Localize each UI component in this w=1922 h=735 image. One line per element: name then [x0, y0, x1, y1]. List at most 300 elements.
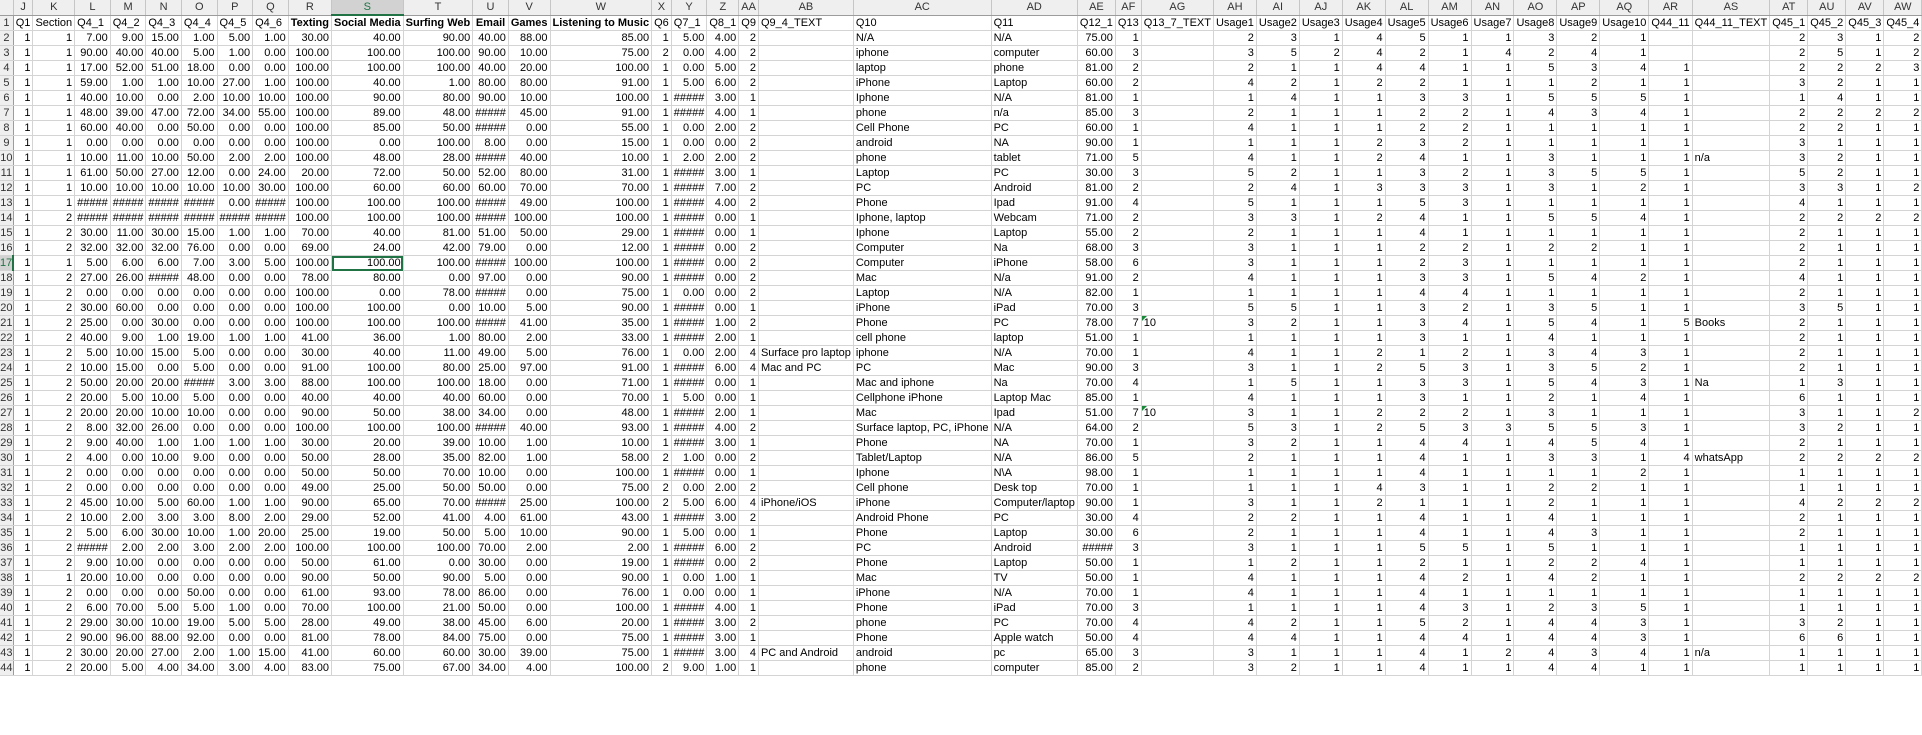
- cell-ad33[interactable]: Computer/laptop: [991, 496, 1077, 511]
- cell-w26[interactable]: 70.00: [550, 391, 652, 406]
- cell-t30[interactable]: 35.00: [403, 451, 473, 466]
- cell-ap6[interactable]: 5: [1557, 91, 1600, 106]
- cell-l32[interactable]: 0.00: [75, 481, 111, 496]
- cell-av20[interactable]: 1: [1846, 301, 1884, 316]
- cell-s4[interactable]: 100.00: [332, 61, 404, 76]
- cell-v3[interactable]: 10.00: [508, 46, 550, 61]
- column-header-x[interactable]: X: [652, 0, 672, 15]
- cell-m17[interactable]: 6.00: [110, 256, 146, 271]
- cell-k12[interactable]: 1: [33, 181, 75, 196]
- cell-o34[interactable]: 3.00: [181, 511, 217, 526]
- cell-m41[interactable]: 30.00: [110, 616, 146, 631]
- cell-aq26[interactable]: 4: [1600, 391, 1649, 406]
- cell-al17[interactable]: 2: [1385, 256, 1428, 271]
- cell-q28[interactable]: 0.00: [253, 421, 289, 436]
- cell-ao8[interactable]: 1: [1514, 121, 1557, 136]
- cell-ai34[interactable]: 2: [1256, 511, 1299, 526]
- column-header-av[interactable]: AV: [1846, 0, 1884, 15]
- cell-av16[interactable]: 1: [1846, 241, 1884, 256]
- cell-ao36[interactable]: 5: [1514, 541, 1557, 556]
- cell-r7[interactable]: 100.00: [288, 106, 331, 121]
- cell-ah9[interactable]: 1: [1213, 136, 1256, 151]
- cell-aa44[interactable]: 1: [739, 661, 759, 676]
- cell-at42[interactable]: 6: [1770, 631, 1808, 646]
- cell-am38[interactable]: 2: [1428, 571, 1471, 586]
- select-all-corner[interactable]: [0, 0, 13, 15]
- cell-p24[interactable]: 0.00: [217, 361, 253, 376]
- cell-ag25[interactable]: [1141, 376, 1213, 391]
- cell-ak8[interactable]: 1: [1342, 121, 1385, 136]
- cell-z11[interactable]: 3.00: [707, 166, 739, 181]
- cell-w32[interactable]: 75.00: [550, 481, 652, 496]
- cell-ao42[interactable]: 4: [1514, 631, 1557, 646]
- column-header-q[interactable]: Q: [253, 0, 289, 15]
- cell-p10[interactable]: 2.00: [217, 151, 253, 166]
- cell-as23[interactable]: [1692, 346, 1770, 361]
- column-header-o[interactable]: O: [181, 0, 217, 15]
- cell-z17[interactable]: 0.00: [707, 256, 739, 271]
- cell-j18[interactable]: 1: [13, 271, 33, 286]
- cell-al4[interactable]: 4: [1385, 61, 1428, 76]
- cell-at41[interactable]: 3: [1770, 616, 1808, 631]
- cell-t41[interactable]: 38.00: [403, 616, 473, 631]
- cell-r26[interactable]: 40.00: [288, 391, 331, 406]
- cell-p34[interactable]: 8.00: [217, 511, 253, 526]
- cell-q7[interactable]: 55.00: [253, 106, 289, 121]
- cell-aj36[interactable]: 1: [1299, 541, 1342, 556]
- cell-t6[interactable]: 80.00: [403, 91, 473, 106]
- cell-ac17[interactable]: Computer: [853, 256, 991, 271]
- cell-ad40[interactable]: iPad: [991, 601, 1077, 616]
- cell-at35[interactable]: 2: [1770, 526, 1808, 541]
- cell-au19[interactable]: 1: [1808, 286, 1846, 301]
- cell-ai10[interactable]: 1: [1256, 151, 1299, 166]
- cell-w9[interactable]: 15.00: [550, 136, 652, 151]
- cell-u36[interactable]: 70.00: [473, 541, 509, 556]
- cell-o1[interactable]: Q4_4: [181, 15, 217, 31]
- cell-ar33[interactable]: 1: [1649, 496, 1692, 511]
- cell-v37[interactable]: 0.00: [508, 556, 550, 571]
- cell-w40[interactable]: 100.00: [550, 601, 652, 616]
- cell-ah33[interactable]: 3: [1213, 496, 1256, 511]
- cell-n24[interactable]: 0.00: [146, 361, 182, 376]
- cell-m12[interactable]: 10.00: [110, 181, 146, 196]
- cell-ah10[interactable]: 4: [1213, 151, 1256, 166]
- cell-an26[interactable]: 1: [1471, 391, 1514, 406]
- cell-al13[interactable]: 5: [1385, 196, 1428, 211]
- cell-ag11[interactable]: [1141, 166, 1213, 181]
- cell-al8[interactable]: 2: [1385, 121, 1428, 136]
- cell-ak6[interactable]: 1: [1342, 91, 1385, 106]
- cell-u11[interactable]: 52.00: [473, 166, 509, 181]
- cell-av44[interactable]: 1: [1846, 661, 1884, 676]
- cell-aq42[interactable]: 3: [1600, 631, 1649, 646]
- cell-aw17[interactable]: 1: [1884, 256, 1922, 271]
- cell-o41[interactable]: 19.00: [181, 616, 217, 631]
- cell-j25[interactable]: 1: [13, 376, 33, 391]
- cell-u35[interactable]: 5.00: [473, 526, 509, 541]
- cell-j1[interactable]: Q1: [13, 15, 33, 31]
- cell-o20[interactable]: 0.00: [181, 301, 217, 316]
- cell-z15[interactable]: 0.00: [707, 226, 739, 241]
- cell-af37[interactable]: 1: [1115, 556, 1141, 571]
- cell-j34[interactable]: 1: [13, 511, 33, 526]
- cell-l15[interactable]: 30.00: [75, 226, 111, 241]
- cell-t11[interactable]: 50.00: [403, 166, 473, 181]
- cell-q20[interactable]: 0.00: [253, 301, 289, 316]
- cell-am18[interactable]: 3: [1428, 271, 1471, 286]
- cell-ao31[interactable]: 1: [1514, 466, 1557, 481]
- cell-ab18[interactable]: [758, 271, 853, 286]
- cell-as15[interactable]: [1692, 226, 1770, 241]
- cell-w25[interactable]: 71.00: [550, 376, 652, 391]
- cell-ad32[interactable]: Desk top: [991, 481, 1077, 496]
- cell-ai17[interactable]: 1: [1256, 256, 1299, 271]
- cell-at29[interactable]: 2: [1770, 436, 1808, 451]
- column-header-ap[interactable]: AP: [1557, 0, 1600, 15]
- cell-al36[interactable]: 5: [1385, 541, 1428, 556]
- cell-n17[interactable]: 6.00: [146, 256, 182, 271]
- cell-ad11[interactable]: PC: [991, 166, 1077, 181]
- cell-ag14[interactable]: [1141, 211, 1213, 226]
- cell-ag5[interactable]: [1141, 76, 1213, 91]
- cell-ar13[interactable]: 1: [1649, 196, 1692, 211]
- cell-as1[interactable]: Q44_11_TEXT: [1692, 15, 1770, 31]
- cell-k5[interactable]: 1: [33, 76, 75, 91]
- cell-al9[interactable]: 3: [1385, 136, 1428, 151]
- cell-af21[interactable]: 7: [1115, 316, 1141, 331]
- cell-av8[interactable]: 1: [1846, 121, 1884, 136]
- cell-x2[interactable]: 1: [652, 31, 672, 46]
- cell-k17[interactable]: 1: [33, 256, 75, 271]
- cell-j10[interactable]: 1: [13, 151, 33, 166]
- cell-w42[interactable]: 75.00: [550, 631, 652, 646]
- cell-ak2[interactable]: 4: [1342, 31, 1385, 46]
- cell-t22[interactable]: 1.00: [403, 331, 473, 346]
- cell-as26[interactable]: [1692, 391, 1770, 406]
- cell-x26[interactable]: 1: [652, 391, 672, 406]
- cell-ak41[interactable]: 1: [1342, 616, 1385, 631]
- cell-w13[interactable]: 100.00: [550, 196, 652, 211]
- cell-ak9[interactable]: 2: [1342, 136, 1385, 151]
- cell-n43[interactable]: 27.00: [146, 646, 182, 661]
- cell-ai19[interactable]: 1: [1256, 286, 1299, 301]
- cell-ak3[interactable]: 4: [1342, 46, 1385, 61]
- cell-k28[interactable]: 2: [33, 421, 75, 436]
- cell-u29[interactable]: 10.00: [473, 436, 509, 451]
- cell-ao18[interactable]: 5: [1514, 271, 1557, 286]
- cell-s29[interactable]: 20.00: [332, 436, 404, 451]
- cell-t33[interactable]: 70.00: [403, 496, 473, 511]
- cell-q30[interactable]: 0.00: [253, 451, 289, 466]
- cell-an33[interactable]: 1: [1471, 496, 1514, 511]
- cell-p41[interactable]: 5.00: [217, 616, 253, 631]
- cell-s8[interactable]: 85.00: [332, 121, 404, 136]
- cell-m10[interactable]: 11.00: [110, 151, 146, 166]
- cell-as34[interactable]: [1692, 511, 1770, 526]
- cell-ad12[interactable]: Android: [991, 181, 1077, 196]
- cell-r4[interactable]: 100.00: [288, 61, 331, 76]
- cell-ac29[interactable]: Phone: [853, 436, 991, 451]
- cell-y10[interactable]: 2.00: [671, 151, 707, 166]
- cell-y34[interactable]: #####: [671, 511, 707, 526]
- cell-am34[interactable]: 1: [1428, 511, 1471, 526]
- cell-o6[interactable]: 2.00: [181, 91, 217, 106]
- cell-o40[interactable]: 5.00: [181, 601, 217, 616]
- cell-v17[interactable]: 100.00: [508, 256, 550, 271]
- cell-an40[interactable]: 1: [1471, 601, 1514, 616]
- cell-k23[interactable]: 2: [33, 346, 75, 361]
- cell-s16[interactable]: 24.00: [332, 241, 404, 256]
- cell-ar44[interactable]: 1: [1649, 661, 1692, 676]
- cell-ab4[interactable]: [758, 61, 853, 76]
- cell-aw26[interactable]: 1: [1884, 391, 1922, 406]
- cell-au23[interactable]: 1: [1808, 346, 1846, 361]
- cell-w37[interactable]: 19.00: [550, 556, 652, 571]
- cell-ag28[interactable]: [1141, 421, 1213, 436]
- cell-ai38[interactable]: 1: [1256, 571, 1299, 586]
- cell-ad35[interactable]: Laptop: [991, 526, 1077, 541]
- cell-ao30[interactable]: 3: [1514, 451, 1557, 466]
- cell-l1[interactable]: Q4_1: [75, 15, 111, 31]
- cell-o4[interactable]: 18.00: [181, 61, 217, 76]
- cell-an13[interactable]: 1: [1471, 196, 1514, 211]
- cell-x32[interactable]: 2: [652, 481, 672, 496]
- cell-ao43[interactable]: 4: [1514, 646, 1557, 661]
- cell-t29[interactable]: 39.00: [403, 436, 473, 451]
- cell-t36[interactable]: 100.00: [403, 541, 473, 556]
- cell-ad14[interactable]: Webcam: [991, 211, 1077, 226]
- cell-s15[interactable]: 40.00: [332, 226, 404, 241]
- cell-as21[interactable]: Books: [1692, 316, 1770, 331]
- cell-l11[interactable]: 61.00: [75, 166, 111, 181]
- cell-af28[interactable]: 2: [1115, 421, 1141, 436]
- cell-j32[interactable]: 1: [13, 481, 33, 496]
- cell-x27[interactable]: 1: [652, 406, 672, 421]
- cell-m8[interactable]: 40.00: [110, 121, 146, 136]
- cell-am29[interactable]: 4: [1428, 436, 1471, 451]
- cell-k15[interactable]: 2: [33, 226, 75, 241]
- cell-af35[interactable]: 6: [1115, 526, 1141, 541]
- cell-ae1[interactable]: Q12_1: [1077, 15, 1115, 31]
- cell-k21[interactable]: 2: [33, 316, 75, 331]
- cell-ae22[interactable]: 51.00: [1077, 331, 1115, 346]
- cell-ac9[interactable]: android: [853, 136, 991, 151]
- cell-p8[interactable]: 0.00: [217, 121, 253, 136]
- cell-u2[interactable]: 40.00: [473, 31, 509, 46]
- cell-z32[interactable]: 2.00: [707, 481, 739, 496]
- cell-n2[interactable]: 15.00: [146, 31, 182, 46]
- cell-l20[interactable]: 30.00: [75, 301, 111, 316]
- row-header[interactable]: 26: [0, 392, 13, 404]
- cell-y26[interactable]: 5.00: [671, 391, 707, 406]
- cell-s38[interactable]: 50.00: [332, 571, 404, 586]
- cell-j3[interactable]: 1: [13, 46, 33, 61]
- cell-aj25[interactable]: 1: [1299, 376, 1342, 391]
- cell-q35[interactable]: 20.00: [253, 526, 289, 541]
- cell-ah37[interactable]: 1: [1213, 556, 1256, 571]
- cell-ao7[interactable]: 4: [1514, 106, 1557, 121]
- cell-p7[interactable]: 34.00: [217, 106, 253, 121]
- cell-aq11[interactable]: 5: [1600, 166, 1649, 181]
- cell-ao14[interactable]: 5: [1514, 211, 1557, 226]
- cell-m23[interactable]: 10.00: [110, 346, 146, 361]
- cell-ao33[interactable]: 2: [1514, 496, 1557, 511]
- cell-m36[interactable]: 2.00: [110, 541, 146, 556]
- cell-ap21[interactable]: 4: [1557, 316, 1600, 331]
- cell-aw30[interactable]: 2: [1884, 451, 1922, 466]
- cell-z4[interactable]: 5.00: [707, 61, 739, 76]
- cell-as32[interactable]: [1692, 481, 1770, 496]
- cell-ak14[interactable]: 2: [1342, 211, 1385, 226]
- cell-ae6[interactable]: 81.00: [1077, 91, 1115, 106]
- cell-as8[interactable]: [1692, 121, 1770, 136]
- cell-at19[interactable]: 2: [1770, 286, 1808, 301]
- cell-r8[interactable]: 100.00: [288, 121, 331, 136]
- cell-ap2[interactable]: 2: [1557, 31, 1600, 46]
- cell-v22[interactable]: 2.00: [508, 331, 550, 346]
- cell-z14[interactable]: 0.00: [707, 211, 739, 226]
- cell-ao27[interactable]: 3: [1514, 406, 1557, 421]
- cell-r1[interactable]: Texting: [288, 15, 331, 31]
- cell-k40[interactable]: 2: [33, 601, 75, 616]
- cell-af22[interactable]: 1: [1115, 331, 1141, 346]
- cell-ac27[interactable]: Mac: [853, 406, 991, 421]
- cell-ad29[interactable]: NA: [991, 436, 1077, 451]
- cell-am35[interactable]: 1: [1428, 526, 1471, 541]
- cell-x39[interactable]: 1: [652, 586, 672, 601]
- cell-ae11[interactable]: 30.00: [1077, 166, 1115, 181]
- cell-aw24[interactable]: 1: [1884, 361, 1922, 376]
- cell-aa7[interactable]: 1: [739, 106, 759, 121]
- cell-af33[interactable]: 1: [1115, 496, 1141, 511]
- cell-y2[interactable]: 5.00: [671, 31, 707, 46]
- cell-as40[interactable]: [1692, 601, 1770, 616]
- cell-ad41[interactable]: PC: [991, 616, 1077, 631]
- cell-l31[interactable]: 0.00: [75, 466, 111, 481]
- cell-ah31[interactable]: 1: [1213, 466, 1256, 481]
- cell-aw11[interactable]: 1: [1884, 166, 1922, 181]
- cell-ap30[interactable]: 3: [1557, 451, 1600, 466]
- cell-m26[interactable]: 5.00: [110, 391, 146, 406]
- cell-af17[interactable]: 6: [1115, 256, 1141, 271]
- cell-n11[interactable]: 27.00: [146, 166, 182, 181]
- cell-o31[interactable]: 0.00: [181, 466, 217, 481]
- cell-y15[interactable]: #####: [671, 226, 707, 241]
- cell-m39[interactable]: 0.00: [110, 586, 146, 601]
- cell-av14[interactable]: 2: [1846, 211, 1884, 226]
- cell-m28[interactable]: 32.00: [110, 421, 146, 436]
- cell-at8[interactable]: 2: [1770, 121, 1808, 136]
- cell-l18[interactable]: 27.00: [75, 271, 111, 286]
- cell-av12[interactable]: 1: [1846, 181, 1884, 196]
- cell-s23[interactable]: 40.00: [332, 346, 404, 361]
- cell-au25[interactable]: 3: [1808, 376, 1846, 391]
- cell-ag18[interactable]: [1141, 271, 1213, 286]
- cell-ag15[interactable]: [1141, 226, 1213, 241]
- cell-w38[interactable]: 90.00: [550, 571, 652, 586]
- cell-w35[interactable]: 90.00: [550, 526, 652, 541]
- cell-ao17[interactable]: 1: [1514, 256, 1557, 271]
- cell-af5[interactable]: 2: [1115, 76, 1141, 91]
- cell-ac42[interactable]: Phone: [853, 631, 991, 646]
- cell-ak26[interactable]: 1: [1342, 391, 1385, 406]
- cell-av9[interactable]: 1: [1846, 136, 1884, 151]
- cell-aq7[interactable]: 4: [1600, 106, 1649, 121]
- cell-q41[interactable]: 5.00: [253, 616, 289, 631]
- cell-v24[interactable]: 97.00: [508, 361, 550, 376]
- cell-y31[interactable]: #####: [671, 466, 707, 481]
- column-header-p[interactable]: P: [217, 0, 253, 15]
- cell-m31[interactable]: 0.00: [110, 466, 146, 481]
- cell-ae20[interactable]: 70.00: [1077, 301, 1115, 316]
- cell-ak34[interactable]: 1: [1342, 511, 1385, 526]
- cell-ac36[interactable]: PC: [853, 541, 991, 556]
- cell-ad31[interactable]: N\A: [991, 466, 1077, 481]
- cell-r16[interactable]: 69.00: [288, 241, 331, 256]
- cell-ar2[interactable]: [1649, 31, 1692, 46]
- cell-ap1[interactable]: Usage9: [1557, 15, 1600, 31]
- cell-t39[interactable]: 78.00: [403, 586, 473, 601]
- cell-am5[interactable]: 1: [1428, 76, 1471, 91]
- cell-aq32[interactable]: 1: [1600, 481, 1649, 496]
- cell-as4[interactable]: [1692, 61, 1770, 76]
- cell-ah25[interactable]: 1: [1213, 376, 1256, 391]
- cell-av4[interactable]: 2: [1846, 61, 1884, 76]
- column-header-k[interactable]: K: [33, 0, 75, 15]
- cell-au11[interactable]: 2: [1808, 166, 1846, 181]
- cell-at7[interactable]: 2: [1770, 106, 1808, 121]
- cell-ar4[interactable]: 1: [1649, 61, 1692, 76]
- cell-aq39[interactable]: 1: [1600, 586, 1649, 601]
- cell-ab28[interactable]: [758, 421, 853, 436]
- cell-av28[interactable]: 1: [1846, 421, 1884, 436]
- cell-s34[interactable]: 52.00: [332, 511, 404, 526]
- cell-ah1[interactable]: Usage1: [1213, 15, 1256, 31]
- cell-am26[interactable]: 1: [1428, 391, 1471, 406]
- cell-ac8[interactable]: Cell Phone: [853, 121, 991, 136]
- cell-ad27[interactable]: Ipad: [991, 406, 1077, 421]
- cell-l35[interactable]: 5.00: [75, 526, 111, 541]
- cell-ac18[interactable]: Mac: [853, 271, 991, 286]
- cell-ab9[interactable]: [758, 136, 853, 151]
- cell-w27[interactable]: 48.00: [550, 406, 652, 421]
- cell-ae39[interactable]: 70.00: [1077, 586, 1115, 601]
- cell-o9[interactable]: 0.00: [181, 136, 217, 151]
- cell-aa34[interactable]: 2: [739, 511, 759, 526]
- cell-n36[interactable]: 2.00: [146, 541, 182, 556]
- cell-ap5[interactable]: 2: [1557, 76, 1600, 91]
- cell-p32[interactable]: 0.00: [217, 481, 253, 496]
- cell-aj30[interactable]: 1: [1299, 451, 1342, 466]
- cell-av7[interactable]: 2: [1846, 106, 1884, 121]
- cell-al3[interactable]: 2: [1385, 46, 1428, 61]
- cell-w34[interactable]: 43.00: [550, 511, 652, 526]
- cell-w6[interactable]: 100.00: [550, 91, 652, 106]
- column-header-y[interactable]: Y: [671, 0, 707, 15]
- cell-k18[interactable]: 2: [33, 271, 75, 286]
- cell-q14[interactable]: #####: [253, 211, 289, 226]
- cell-ai37[interactable]: 2: [1256, 556, 1299, 571]
- cell-as27[interactable]: [1692, 406, 1770, 421]
- cell-aa2[interactable]: 2: [739, 31, 759, 46]
- cell-ah7[interactable]: 2: [1213, 106, 1256, 121]
- cell-k41[interactable]: 2: [33, 616, 75, 631]
- cell-ag31[interactable]: [1141, 466, 1213, 481]
- cell-j23[interactable]: 1: [13, 346, 33, 361]
- cell-ap12[interactable]: 1: [1557, 181, 1600, 196]
- cell-aj5[interactable]: 1: [1299, 76, 1342, 91]
